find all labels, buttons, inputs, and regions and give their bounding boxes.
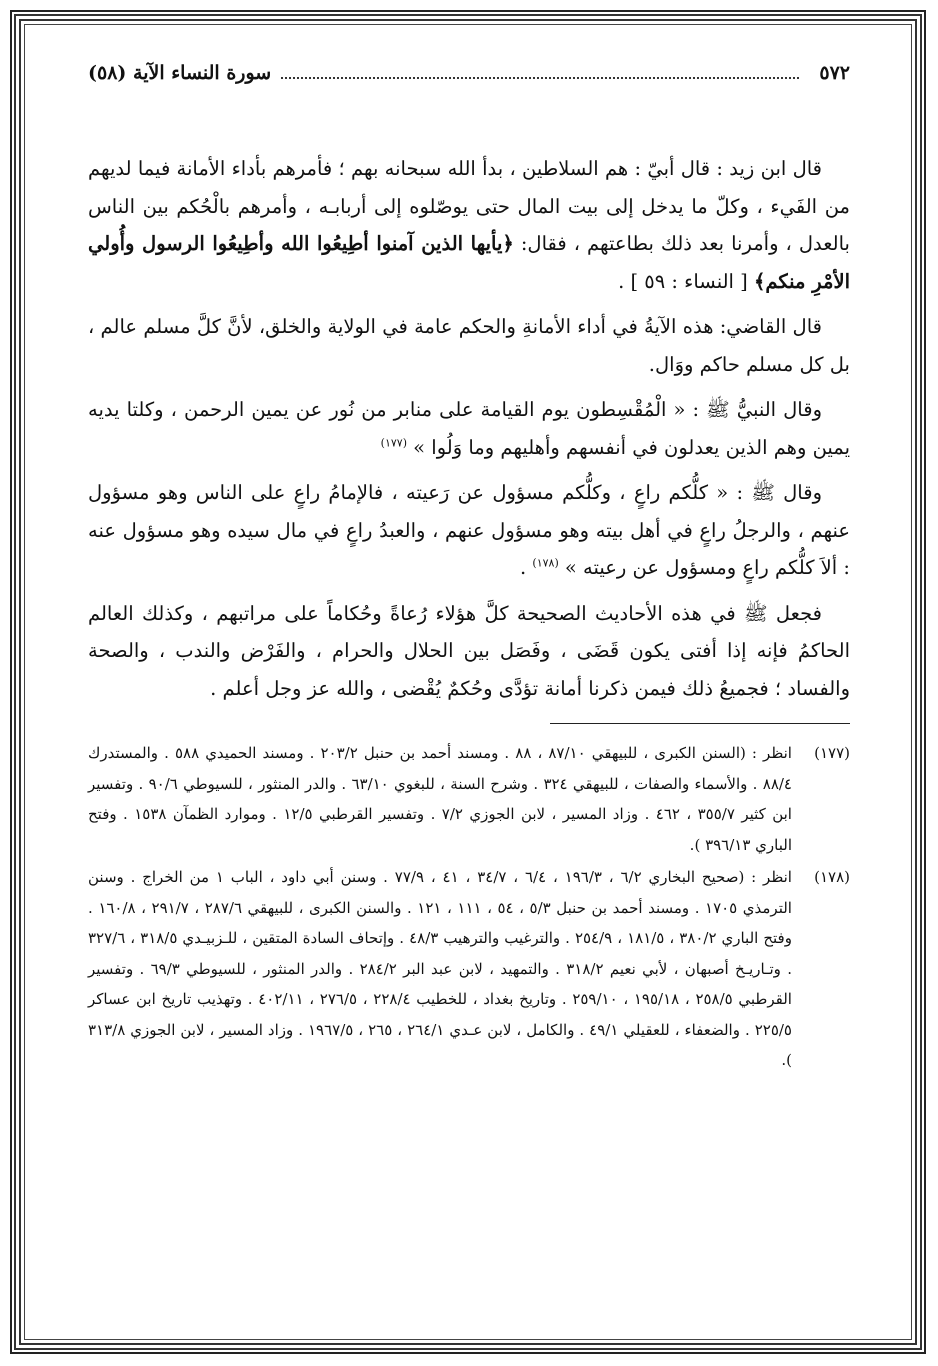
page-content: [88, 62, 850, 1312]
footnote-178: [88, 862, 850, 1076]
footnotes: [88, 738, 850, 1076]
paragraph-qadi: [88, 308, 850, 383]
footnote-ref-177[interactable]: (١٧٧): [380, 436, 407, 449]
verse-citation: [ النساء : ٥٩ ] .: [618, 269, 754, 293]
footnote-177: [88, 738, 850, 860]
paragraph-text: وقال ﷺ : « كلُّكم راعٍ ، وكلُّكم مسؤول عن رَعيته ، فالإمامُ راعٍ على الناس وهو مسؤول عنهم ، والرجلُ راعٍ في أهل بيته وهو مسؤول عنهم ، والعبدُ راعٍ في مال سيده وهو مسؤول عنه : ألاَ كلُّكم راعٍ ومسؤول عن رعيته »: [88, 481, 850, 579]
footnote-separator: [550, 723, 850, 724]
main-text: [88, 150, 850, 707]
paragraph-ibn-zayd: [88, 150, 850, 300]
header-leader-dots: [281, 77, 799, 79]
footnote-ref-178[interactable]: (١٧٨): [532, 556, 559, 570]
paragraph-text: قال القاضي: هذه الآيةُ في أداء الأمانةِ والحكم عامة في الولاية والخلق، لأنَّ كلَّ مسلم عالم ، بل كل مسلم حاكم ووَال.: [88, 315, 850, 376]
footnote-number: (١٧٧): [814, 744, 850, 762]
paragraph-text: فجعل ﷺ في هذه الأحاديث الصحيحة كلَّ هؤلاء رُعاةً وحُكاماً على مراتبهم ، وكذلك العالم الحاكمُ فإنه إذا أفتى يكون قَضَى ، وفَصَل بين الحلال والحرام ، والفَرْض والندب ، والصحة والفساد ؛ فجميعُ ذلك فيمن ذكرنا أمانة تؤدَّى وحُكمٌ يُقْضى ، والله عز وجل أعلم .: [88, 601, 850, 700]
paragraph-text: وقال النبيُّ ﷺ : « الْمُقْسِطون يوم القيامة على منابر من نُور عن يمين الرحمن ، وكلتا يديه يمين وهم الذين يعدلون في أنفسهم وأهليهم وما وَلُوا »: [88, 398, 850, 459]
page-number: ٥٧٢: [819, 62, 850, 84]
footnote-text: انظر : (السنن الكبرى ، للبيهقي ٨٧/١٠ ، ٨٨ . ومسند أحمد بن حنبل ٢٠٣/٢ . ومسند الحميدي ٥٨٨ . والمستدرك ٨٨/٤ . والأسماء والصفات ، للبيهقي ٣٢٤ . وشرح السنة ، للبغوي ٦٣/١٠ . والدر المنثور ، للسيوطي ٩٠/٦ . وتفسير ابن كثير ٣٥٥/٧ ، ٤٦٢ . وزاد المسير ، لابن الجوزي ٧/٢ . وتفسير القرطبي ١٢/٥ . وموارد الظمآن ١٥٣٨ . وفتح الباري ٣٩٦/١٣ ).: [88, 744, 792, 854]
chapter-title: سورة النساء الآية (٥٨): [88, 62, 272, 84]
paragraph-text: قال ابن زيد : قال أبيّ : هم السلاطين ، بدأ الله سبحانه بهم ؛ فأمرهم بأداء الأمانة فيما لديهم من الفَيء ، وكلّ ما يدخل إلى بيت المال حتى يوصّلوه إلى أربابـه ، وأمرهم بالْحُكم بين الناس بالعدل ، وأمرنا بعد ذلك بطاعتهم ، فقال:: [88, 157, 850, 255]
quran-verse: ﴿يأيها الذين آمنوا أطِيعُوا الله وأطِيعُوا الرسول وأُولي الأمْرِ منكم﴾: [88, 232, 850, 293]
paragraph-hadith-muqsitun: [88, 391, 850, 466]
paragraph-hadith-rai: [88, 474, 850, 587]
footnote-text: انظر : (صحيح البخاري ٦/٢ ، ١٩٦/٣ ، ٦/٤ ، ٣٤/٧ ، ٤١ ، ٧٧/٩ . وسنن أبي داود ، الباب ١ من الخراج . وسنن الترمذي ١٧٠٥ . ومسند أحمد بن حنبل ٥/٣ ، ٥٤ ، ١١١ ، ١٢١ . والسنن الكبرى ، للبيهقي ٢٨٧/٦ ، ٢٩١/٧ ، ١٦٠/٨ . وفتح الباري ٣٨٠/٢ ، ١٨١/٥ ، ٢٥٤/٩ . والترغيب والترهيب ٤٨/٣ . وإتحاف السادة المتقين ، للـزبيـدي ٣١٨/٥ ، ٣٢٧/٦ . وتـاريـخ أصبهان ، لأبي نعيم ٣١٨/٢ . والتمهيد ، لابن عبد البر ٢٨٤/٢ . والدر المنثور ، للسيوطي ٦٩/٣ . وتفسير القرطبي ٢٥٨/٥ ، ١٩٥/١٨ ، ٢٥٩/١٠ . وتاريخ بغداد ، للخطيب ٢٢٨/٤ ، ٢٧٦/٥ ، ٤٠٢/١١ . وتهذيب تاريخ ابن عساكر ٢٢٥/٥ . والضعفاء ، للعقيلي ٤٩/١ . والكامل ، لابن عـدي ٢٦٤/١ ، ٢٦٥ ، ١٩٦٧/٥ . وزاد المسير ، لابن الجوزي ٣١٣/٨ ).: [88, 868, 793, 1069]
footnote-number: (١٧٨): [814, 868, 850, 886]
running-header: [88, 62, 850, 110]
paragraph-tail: .: [520, 556, 533, 579]
paragraph-conclusion: [88, 595, 850, 708]
